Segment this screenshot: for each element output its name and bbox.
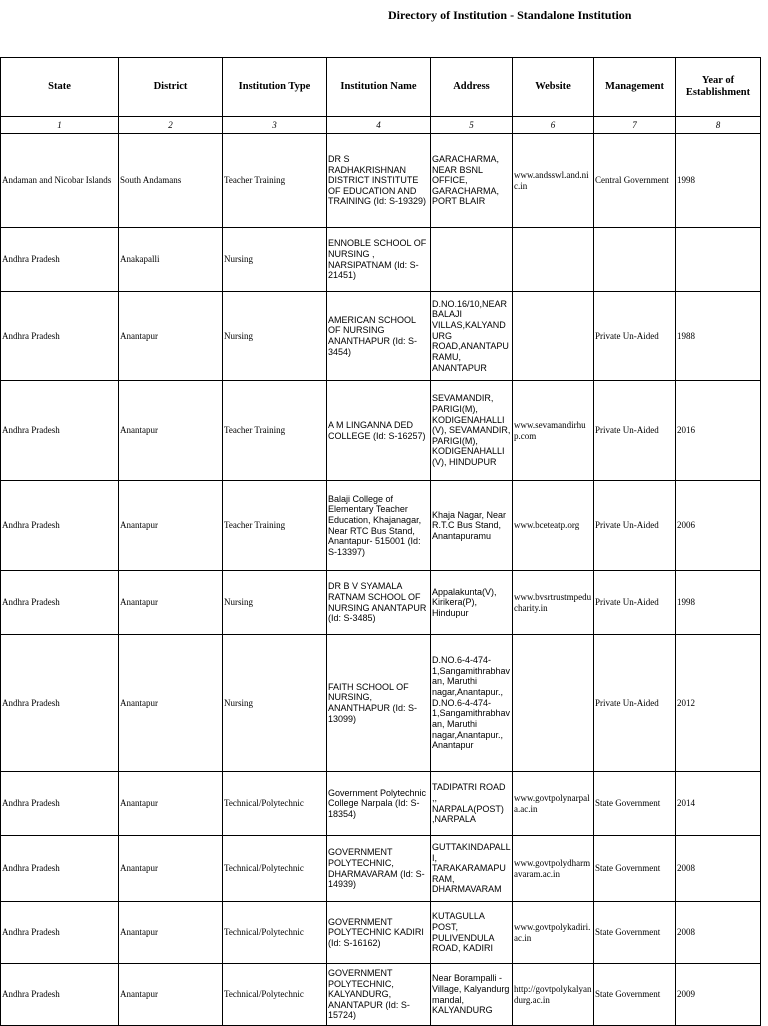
column-number: 5 [431,117,513,134]
column-number: 4 [327,117,431,134]
header-row [1,58,761,117]
cell-state: Andhra Pradesh [1,228,119,292]
column-header-year: Year of Establishment [676,58,761,117]
cell-website: www.govtpolykadiri.ac.in [513,902,594,964]
cell-website [513,635,594,772]
cell-management [594,228,676,292]
table-row [1,836,761,902]
cell-district: Anantapur [119,292,223,381]
cell-institution-type: Nursing [223,635,327,772]
cell-management: Private Un-Aided [594,571,676,635]
cell-management: State Government [594,772,676,836]
cell-website: www.govtpolydharmavaram.ac.in [513,836,594,902]
table-row [1,381,761,481]
cell-management: State Government [594,836,676,902]
cell-state: Andhra Pradesh [1,571,119,635]
cell-institution-name: AMERICAN SCHOOL OF NURSING ANANTHAPUR (Id: S-3454) [327,292,431,381]
cell-state: Andhra Pradesh [1,635,119,772]
column-header-district: District [119,58,223,117]
cell-year: 1988 [676,292,761,381]
cell-state: Andhra Pradesh [1,772,119,836]
cell-website: www.govtpolynarpala.ac.in [513,772,594,836]
cell-website: www.bvsrtrustmpeducharity.in [513,571,594,635]
table-row [1,902,761,964]
table-row [1,481,761,571]
table-row [1,292,761,381]
cell-state: Andaman and Nicobar Islands [1,134,119,228]
cell-district: Anantapur [119,772,223,836]
cell-institution-name: Balaji College of Elementary Teacher Education, Khajanagar, Near RTC Bus Stand, Anantapur- 515001 (Id: S-13397) [327,481,431,571]
cell-address: SEVAMANDIR, PARIGI(M), KODIGENAHALLI (V), SEVAMANDIR, PARIGI(M), KODIGENAHALLI (V), HINDUPUR [431,381,513,481]
page-title: Directory of Institution - Standalone Institution [388,8,632,22]
cell-address: KUTAGULLA POST, PULIVENDULA ROAD, KADIRI [431,902,513,964]
table-row [1,772,761,836]
cell-address: Appalakunta(V), Kirikera(P), Hindupur [431,571,513,635]
cell-institution-name: GOVERNMENT POLYTECHNIC KADIRI (Id: S-16162) [327,902,431,964]
cell-address: D.NO.6-4-474-1,Sangamithrabhavan, Maruthi nagar,Anantapur., D.NO.6-4-474-1,Sangamithrabhavan, Maruthi nagar,Anantapur., Anantapur [431,635,513,772]
cell-year: 1998 [676,571,761,635]
cell-state: Andhra Pradesh [1,381,119,481]
cell-state: Andhra Pradesh [1,481,119,571]
cell-year: 2008 [676,902,761,964]
column-header-management: Management [594,58,676,117]
cell-institution-type: Technical/Polytechnic [223,902,327,964]
cell-institution-type: Nursing [223,228,327,292]
cell-management: Private Un-Aided [594,481,676,571]
cell-district: South Andamans [119,134,223,228]
table-row [1,134,761,228]
column-header-state: State [1,58,119,117]
cell-state: Andhra Pradesh [1,292,119,381]
cell-website [513,292,594,381]
cell-year [676,228,761,292]
cell-institution-type: Teacher Training [223,481,327,571]
cell-address: TADIPATRI ROAD ,, NARPALA(POST) ,NARPALA [431,772,513,836]
cell-state: Andhra Pradesh [1,902,119,964]
cell-district: Anakapalli [119,228,223,292]
cell-year: 2009 [676,964,761,1026]
cell-district: Anantapur [119,481,223,571]
cell-address: GUTTAKINDAPALLI, TARAKARAMAPURAM, DHARMAVARAM [431,836,513,902]
cell-institution-type: Nursing [223,292,327,381]
cell-address [431,228,513,292]
cell-address: GARACHARMA, NEAR BSNL OFFICE, GARACHARMA, PORT BLAIR [431,134,513,228]
column-header-institution-name: Institution Name [327,58,431,117]
cell-year: 2016 [676,381,761,481]
cell-management: Central Government [594,134,676,228]
cell-district: Anantapur [119,836,223,902]
column-header-website: Website [513,58,594,117]
column-number: 1 [1,117,119,134]
cell-institution-name: DR S RADHAKRISHNAN DISTRICT INSTITUTE OF EDUCATION AND TRAINING (Id: S-19329) [327,134,431,228]
table-row [1,635,761,772]
cell-management: State Government [594,964,676,1026]
table-row [1,571,761,635]
cell-management: Private Un-Aided [594,635,676,772]
column-number: 7 [594,117,676,134]
cell-institution-type: Technical/Polytechnic [223,964,327,1026]
cell-management: Private Un-Aided [594,381,676,481]
cell-institution-name: A M LINGANNA DED COLLEGE (Id: S-16257) [327,381,431,481]
cell-institution-name: DR B V SYAMALA RATNAM SCHOOL OF NURSING ANANTAPUR (Id: S-3485) [327,571,431,635]
table-row [1,964,761,1026]
cell-institution-type: Teacher Training [223,381,327,481]
cell-institution-type: Nursing [223,571,327,635]
cell-district: Anantapur [119,964,223,1026]
cell-institution-name: GOVERNMENT POLYTECHNIC, KALYANDURG, ANANTAPUR (Id: S-15724) [327,964,431,1026]
cell-address: Near Borampalli - Village, Kalyandurg mandal, KALYANDURG [431,964,513,1026]
cell-website: www.sevamandirhup.com [513,381,594,481]
cell-state: Andhra Pradesh [1,836,119,902]
cell-institution-name: Government Polytechnic College Narpala (Id: S-18354) [327,772,431,836]
cell-institution-type: Technical/Polytechnic [223,836,327,902]
cell-year: 2006 [676,481,761,571]
cell-institution-name: FAITH SCHOOL OF NURSING, ANANTHAPUR (Id: S-13099) [327,635,431,772]
cell-district: Anantapur [119,902,223,964]
cell-state: Andhra Pradesh [1,964,119,1026]
cell-website [513,228,594,292]
column-number: 6 [513,117,594,134]
cell-management: Private Un-Aided [594,292,676,381]
cell-management: State Government [594,902,676,964]
cell-year: 2014 [676,772,761,836]
column-header-institution-type: Institution Type [223,58,327,117]
cell-district: Anantapur [119,635,223,772]
cell-institution-type: Technical/Polytechnic [223,772,327,836]
cell-year: 1998 [676,134,761,228]
column-number: 8 [676,117,761,134]
cell-year: 2012 [676,635,761,772]
cell-institution-type: Teacher Training [223,134,327,228]
table-row [1,228,761,292]
column-header-address: Address [431,58,513,117]
institution-directory-table [0,57,761,1026]
column-number: 3 [223,117,327,134]
cell-website: www.andsswl.and.nic.in [513,134,594,228]
cell-institution-name: GOVERNMENT POLYTECHNIC, DHARMAVARAM (Id: S-14939) [327,836,431,902]
cell-district: Anantapur [119,571,223,635]
cell-district: Anantapur [119,381,223,481]
cell-year: 2008 [676,836,761,902]
cell-address: Khaja Nagar, Near R.T.C Bus Stand, Anantapuramu [431,481,513,571]
cell-institution-name: ENNOBLE SCHOOL OF NURSING , NARSIPATNAM (Id: S-21451) [327,228,431,292]
column-number: 2 [119,117,223,134]
cell-website: www.bceteatp.org [513,481,594,571]
cell-address: D.NO.16/10,NEAR BALAJI VILLAS,KALYANDURG ROAD,ANANTAPURAMU, ANANTAPUR [431,292,513,381]
cell-website: http://govtpolykalyandurg.ac.in [513,964,594,1026]
column-number-row [1,117,761,134]
